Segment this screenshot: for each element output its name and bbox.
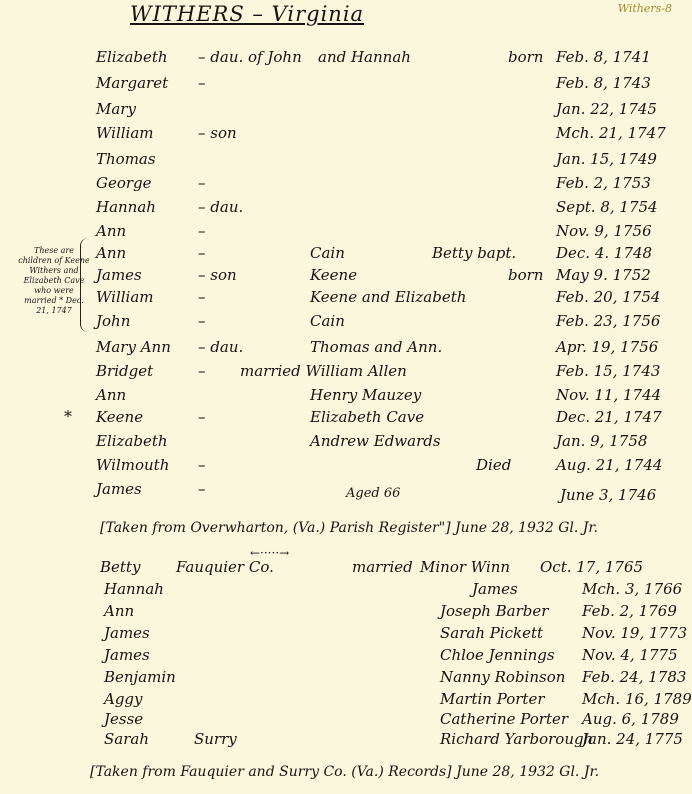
relationship: – <box>198 312 206 330</box>
parent-note: Cain <box>310 312 345 330</box>
person-name: Ann <box>104 602 135 620</box>
parent-note: Keene and Elizabeth <box>310 288 467 306</box>
asterisk-mark: * <box>64 407 72 426</box>
event-date: Dec. 21, 1747 <box>556 408 662 426</box>
marriage-row <box>0 646 680 670</box>
event-date: Feb. 8, 1743 <box>556 74 651 92</box>
person-name: Aggy <box>104 690 143 708</box>
person-name: Benjamin <box>104 668 176 686</box>
person-name: Ann <box>96 222 127 240</box>
event-date: Jan. 15, 1749 <box>556 150 657 168</box>
extra-note: Died <box>476 456 512 474</box>
birth-row <box>0 150 680 174</box>
event-date: Nov. 11, 1744 <box>556 386 662 404</box>
person-name: William <box>96 288 154 306</box>
birth-row <box>0 288 680 312</box>
relationship: – <box>198 222 206 240</box>
event-date: Feb. 2, 1753 <box>556 174 651 192</box>
marriage-date: Nov. 4, 1775 <box>582 646 678 664</box>
extra-note: born <box>508 266 544 284</box>
parent-note: married William Allen <box>240 362 407 380</box>
marriage-date: Jan. 24, 1775 <box>582 730 683 748</box>
spouse-name: Catherine Porter <box>440 710 569 728</box>
parent-note: Thomas and Ann. <box>310 338 443 356</box>
person-name: James <box>104 646 150 664</box>
person-name: Mary <box>96 100 136 118</box>
person-name: Elizabeth <box>96 432 168 450</box>
marriage-row <box>0 580 683 604</box>
birth-row <box>0 266 680 290</box>
person-name: James <box>104 624 150 642</box>
person-name: George <box>96 174 152 192</box>
person-name: Keene <box>96 408 144 426</box>
relationship: – <box>198 362 206 380</box>
marriage-date: Mch. 16, 1789 <box>582 690 692 708</box>
marriage-row <box>0 668 687 692</box>
parent-note: Cain <box>310 244 345 262</box>
aged-date: June 3, 1746 <box>560 486 657 504</box>
extra-note: born <box>508 48 544 66</box>
spouse-name: James <box>472 580 518 598</box>
person-name: James <box>96 480 142 498</box>
person-name: Margaret <box>96 74 169 92</box>
birth-row <box>0 244 680 268</box>
page-title: WITHERS – Virginia <box>130 2 365 26</box>
relationship: – son <box>198 124 237 142</box>
marriage-row <box>0 602 680 626</box>
relationship: – <box>198 456 206 474</box>
extra-note: Betty bapt. <box>432 244 517 262</box>
event-date: Mch. 21, 1747 <box>556 124 666 142</box>
relationship: – dau. of John <box>198 48 302 66</box>
aged-note: Aged 66 <box>346 486 401 501</box>
person-name: William <box>96 124 154 142</box>
birth-row <box>0 456 680 480</box>
event-date: Feb. 20, 1754 <box>556 288 661 306</box>
marriage-date: Feb. 24, 1783 <box>582 668 687 686</box>
person-name: Jesse <box>104 710 144 728</box>
event-date: Feb. 23, 1756 <box>556 312 661 330</box>
person-name: Mary Ann <box>96 338 171 356</box>
county: Surry <box>194 730 237 748</box>
parent-note: Andrew Edwards <box>310 432 441 450</box>
birth-row <box>0 312 680 336</box>
event-date: Sept. 8, 1754 <box>556 198 658 216</box>
parent-note: and Hannah <box>318 48 411 66</box>
birth-row <box>0 362 680 386</box>
person-name: James <box>96 266 142 284</box>
person-name: Bridget <box>96 362 154 380</box>
relationship: – <box>198 244 206 262</box>
relationship: – <box>198 480 206 498</box>
spouse-name: Martin Porter <box>440 690 545 708</box>
event-date: Jan. 9, 1758 <box>556 432 648 450</box>
relationship: – <box>198 174 206 192</box>
person-name: Hannah <box>96 198 156 216</box>
marriage-date: Aug. 6, 1789 <box>582 710 679 728</box>
brace-note: These are children of Keene Withers and Elizabeth Cave who were married * Dec. 21, 1747 <box>18 246 90 315</box>
sec2-header-date: Oct. 17, 1765 <box>540 558 644 576</box>
person-name: John <box>96 312 131 330</box>
person-name: Wilmouth <box>96 456 170 474</box>
spouse-name: Joseph Barber <box>440 602 549 620</box>
spouse-name: Chloe Jennings <box>440 646 555 664</box>
relationship: – son <box>198 266 237 284</box>
relationship: – <box>198 288 206 306</box>
marriage-row <box>0 624 688 648</box>
person-name: Hannah <box>104 580 164 598</box>
parent-note: Elizabeth Cave <box>310 408 425 426</box>
marriage-date: Nov. 19, 1773 <box>582 624 688 642</box>
person-name: Ann <box>96 244 127 262</box>
person-name: Ann <box>96 386 127 404</box>
spouse-name: Nanny Robinson <box>440 668 566 686</box>
relationship: – <box>198 74 206 92</box>
parent-note: Henry Mauzey <box>310 386 422 404</box>
birth-row <box>0 338 680 362</box>
birth-row <box>0 100 680 124</box>
event-date: Feb. 8, 1741 <box>556 48 651 66</box>
birth-row <box>0 386 680 410</box>
relationship: – <box>198 408 206 426</box>
birth-row <box>0 198 680 222</box>
relationship: – dau. <box>198 198 244 216</box>
event-date: Jan. 22, 1745 <box>556 100 657 118</box>
person-name: Thomas <box>96 150 156 168</box>
birth-row <box>0 124 680 148</box>
person-name: Sarah <box>104 730 149 748</box>
event-date: Aug. 21, 1744 <box>556 456 663 474</box>
marriage-date: Mch. 3, 1766 <box>582 580 683 598</box>
birth-row <box>0 48 680 72</box>
sec2-header-married: married <box>352 558 413 576</box>
birth-row <box>0 74 680 98</box>
event-date: Nov. 9, 1756 <box>556 222 652 240</box>
source-note-2: [Taken from Fauquier and Surry Co. (Va.) Records] June 28, 1932 Gl. Jr. <box>90 764 600 780</box>
spouse-name: Richard Yarborough <box>440 730 594 748</box>
person-name: Elizabeth <box>96 48 168 66</box>
birth-row <box>0 432 680 456</box>
sec2-header-name: Betty <box>100 558 141 576</box>
event-date: Apr. 19, 1756 <box>556 338 659 356</box>
event-date: Feb. 15, 1743 <box>556 362 661 380</box>
source-note-1: [Taken from Overwharton, (Va.) Parish Register"] June 28, 1932 Gl. Jr. <box>100 520 599 536</box>
spouse-name: Sarah Pickett <box>440 624 544 642</box>
birth-row <box>0 174 680 198</box>
relationship: – dau. <box>198 338 244 356</box>
page-number-label: Withers-8 <box>617 2 672 15</box>
birth-row <box>0 408 680 432</box>
marriage-row <box>0 730 683 754</box>
event-date: May 9. 1752 <box>556 266 651 284</box>
parent-note: Keene <box>310 266 358 284</box>
sec2-header-county: Fauquier Co. <box>176 558 274 576</box>
marriage-date: Feb. 2, 1769 <box>582 602 677 620</box>
arrow-line: ←·····→ <box>250 546 290 560</box>
birth-row <box>0 222 680 246</box>
event-date: Dec. 4. 1748 <box>556 244 653 262</box>
sec2-header-spouse: Minor Winn <box>420 558 511 576</box>
